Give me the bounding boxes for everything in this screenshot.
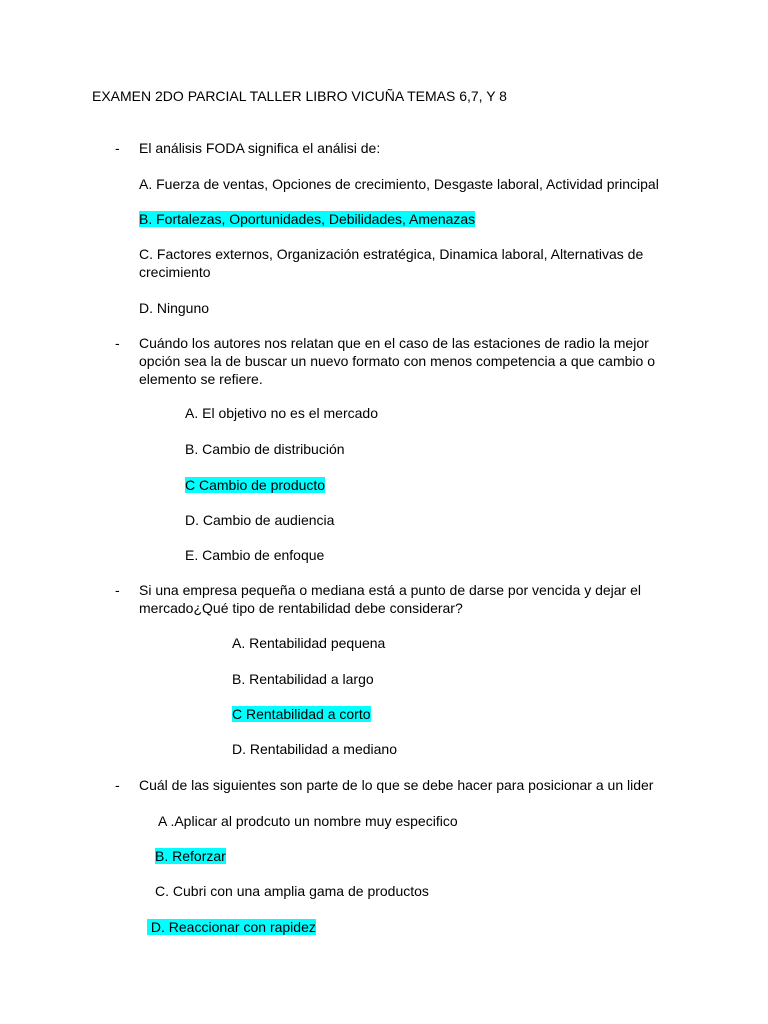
q4-option-a: A .Aplicar al prodcuto un nombre muy especifico: [158, 813, 458, 829]
q1-option-d: D. Ninguno: [139, 300, 210, 316]
q2-option-b: B. Cambio de distribución: [185, 441, 345, 457]
question-3-text: Si una empresa pequeña o mediana está a punto de darse por vencida y dejar el mercado¿Qué tipo de rentabilidad debe considerar?: [139, 582, 642, 616]
question-2-text: Cuándo los autores nos relatan que en el caso de las estaciones de radio la mejor opción sea la de buscar un nuevo formato con menos competencia a que cambio o elemento se refiere.: [139, 335, 655, 387]
q3-option-d: D. Rentabilidad a mediano: [232, 741, 397, 757]
q1-option-a: A. Fuerza de ventas, Opciones de crecimiento, Desgaste laboral, Actividad principal: [139, 176, 659, 192]
q4-option-c: C. Cubri con una amplia gama de productos: [155, 883, 429, 899]
q2-option-c-highlighted: C Cambio de producto: [185, 477, 326, 493]
q3-option-a: A. Rentabilidad pequena: [232, 635, 386, 651]
bullet-dash: -: [115, 582, 120, 598]
q2-option-a: A. El objetivo no es el mercado: [185, 405, 378, 421]
question-1-text: El análisis FODA significa el análisi de:: [139, 140, 381, 156]
bullet-dash: -: [115, 777, 120, 793]
page-title: EXAMEN 2DO PARCIAL TALLER LIBRO VICUÑA TEMAS 6,7, Y 8: [92, 88, 507, 104]
q2-option-d: D. Cambio de audiencia: [185, 512, 335, 528]
q3-option-b: B. Rentabilidad a largo: [232, 671, 374, 687]
q4-option-b-highlighted: B. Reforzar: [155, 848, 226, 864]
bullet-dash: -: [115, 335, 120, 351]
q2-option-e: E. Cambio de enfoque: [185, 547, 325, 563]
question-4-text: Cuál de las siguientes son parte de lo que se debe hacer para posicionar a un lider: [139, 777, 654, 793]
q1-option-b-highlighted: B. Fortalezas, Oportunidades, Debilidades, Amenazas: [139, 211, 476, 227]
bullet-dash: -: [115, 140, 120, 156]
q3-option-c-highlighted: C Rentabilidad a corto: [232, 706, 371, 722]
q4-option-d-highlighted: D. Reaccionar con rapidez: [147, 919, 316, 935]
q1-option-c: C. Factores externos, Organización estratégica, Dinamica laboral, Alternativas de crecimiento: [139, 246, 644, 280]
